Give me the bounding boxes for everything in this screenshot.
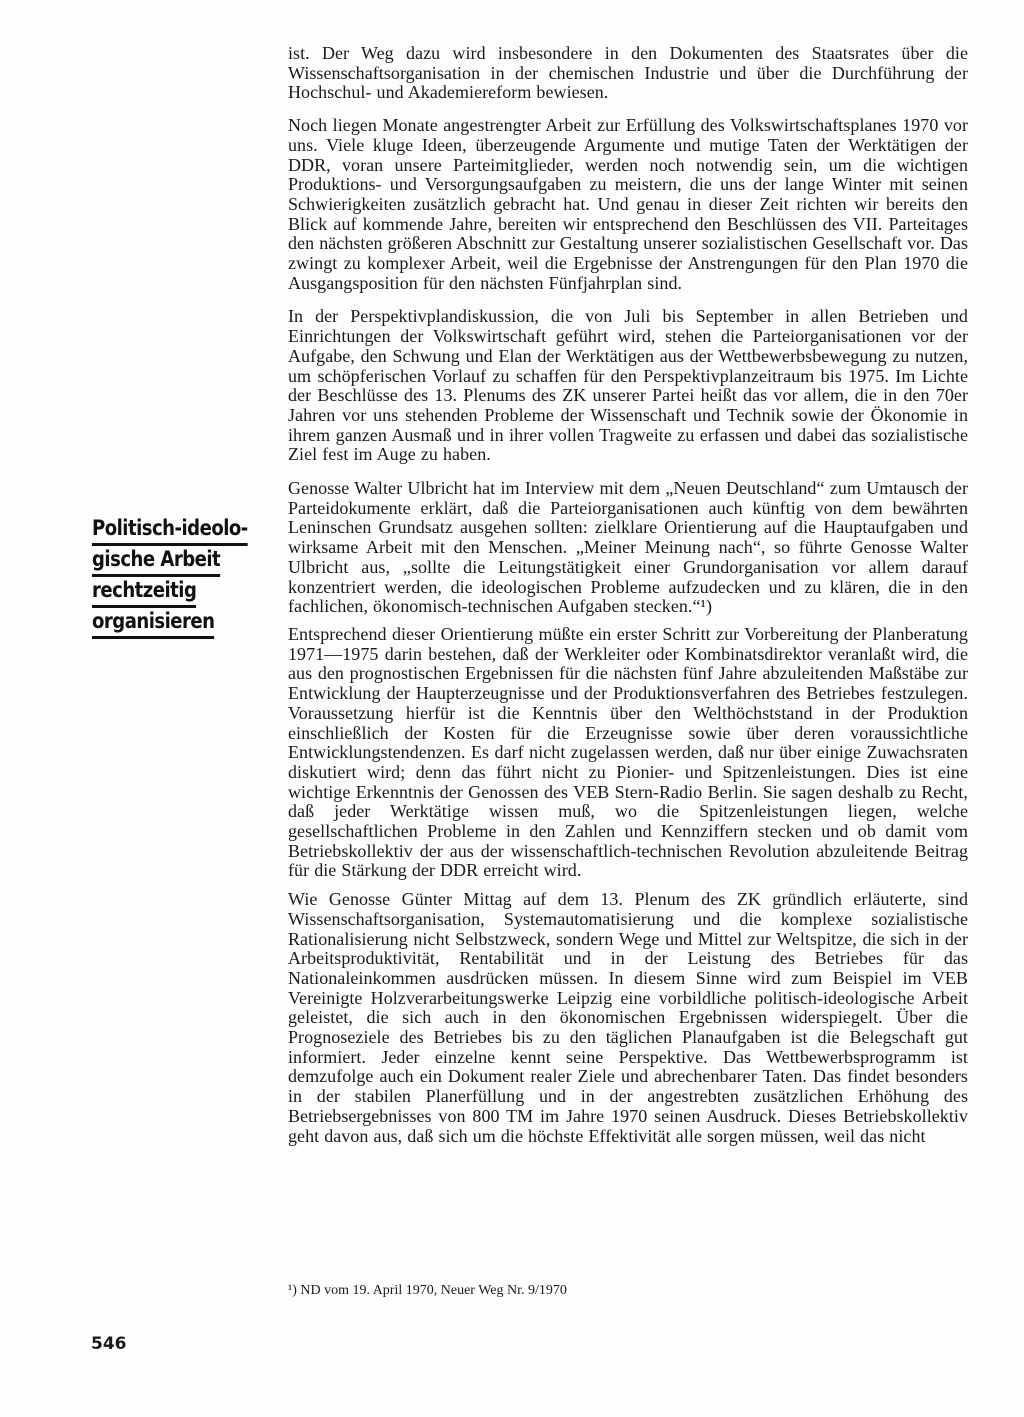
margin-heading-line: Politisch-ideolo- <box>92 515 248 546</box>
margin-heading <box>92 515 248 639</box>
paragraph: Genosse Walter Ulbricht hat im Interview mit dem „Neuen Deutschland“ zum Umtausch der Parteidokumente erklärt, daß die Parteiorganisationen auch künftig von dem bewährten Leninschen Grundsatz ausgehen sollten: zielklare Orientierung auf die Hauptaufgaben und wirksame Arbeit mit den Menschen. „Meiner Meinung nach“, so führte Genosse Walter Ulbricht aus, „sollte die Leitungstätigkeit einer Grundorganisation vor allem darauf konzentriert werden, die ideologischen Probleme aufzudecken und zu klären, die in den fachlichen, ökonomisch-technischen Aufgaben stecken.“¹) <box>288 478 968 617</box>
paragraph: Noch liegen Monate angestrengter Arbeit zur Erfüllung des Volkswirtschaftsplanes 1970 vor uns. Viele kluge Ideen, überzeugende Argumente und mutige Taten der Werktätigen der DDR, voran unsere Parteimitglieder, werden noch notwendig sein, um die wichtigen Produktions- und Versorgungsaufgaben zu meistern, die uns der lange Winter mit seinen Schwierigkeiten zusätzlich gebracht hat. Und genau in dieser Zeit richten wir bereits den Blick auf kommende Jahre, bereiten wir entsprechend den Beschlüssen des VII. Parteitages den nächsten größeren Abschnitt zur Gestaltung unserer sozialistischen Gesellschaft vor. Das zwingt zu komplexer Arbeit, weil die Ergebnisse der Anstrengungen für den Plan 1970 die Ausgangsposition für den nächsten Fünfjahrplan sind. <box>288 115 968 293</box>
margin-heading-line: gische Arbeit <box>92 546 220 577</box>
footnote: ¹) ND vom 19. April 1970, Neuer Weg Nr. 9/1970 <box>288 1283 567 1298</box>
paragraph: Wie Genosse Günter Mittag auf dem 13. Plenum des ZK gründlich erläuterte, sind Wissenschaftsorganisation, Systemautomatisierung und die komplexe sozialistische Rationalisierung nicht Selbstzweck, sondern Wege und Mittel zur Weltspitze, die sich in der Arbeitsproduktivität, Rentabilität und in der Leistung des Betriebes für das Nationaleinkommen ausdrücken müssen. In diesem Sinne wird zum Beispiel im VEB Vereinigte Holzverarbeitungswerke Leipzig eine vorbildliche politisch-ideologische Arbeit geleistet, die sich auch in den ökonomischen Ergebnissen widerspiegelt. Über die Prognoseziele des Betriebes bis zu den täglichen Planaufgaben ist die Belegschaft gut informiert. Jeder einzelne kennt seine Perspektive. Das Wettbewerbsprogramm ist demzufolge auch ein Dokument realer Ziele und abrechenbarer Taten. Das findet besonders in der stabilen Planerfüllung und in der angestrebten zusätzlichen Erhöhung des Betriebsergebnisses von 800 TM im Jahre 1970 seinen Ausdruck. Dieses Betriebskollektiv geht davon aus, daß sich um die höchste Effektivität alle sorgen müssen, weil das nicht <box>288 889 968 1146</box>
paragraph: In der Perspektivplandiskussion, die von Juli bis September in allen Betrieben und Einrichtungen der Volkswirtschaft geführt wird, stehen die Parteiorganisationen vor der Aufgabe, den Schwung und Elan der Werktätigen aus der Wettbewerbsbewegung zu nutzen, um schöpferischen Vorlauf zu schaffen für den Perspektivplanzeitraum bis 1975. Im Lichte der Beschlüsse des 13. Plenums des ZK unserer Partei heißt das vor allem, die in den 70er Jahren vor uns stehenden Probleme der Wissenschaft und Technik sowie der Ökonomie in ihrem ganzen Ausmaß und in ihrer vollen Tragweite zu erfassen und dabei das sozialistische Ziel fest im Auge zu haben. <box>288 306 968 465</box>
page-number: 546 <box>91 1334 127 1354</box>
margin-heading-line: organisieren <box>92 608 214 639</box>
margin-heading-line: rechtzeitig <box>92 577 196 608</box>
paragraph: ist. Der Weg dazu wird insbesondere in den Dokumenten des Staatsrates über die Wissenschaftsorganisation in der chemischen Industrie und über die Durchführung der Hochschul- und Akademiereform bewiesen. <box>288 43 968 103</box>
paragraph: Entsprechend dieser Orientierung müßte ein erster Schritt zur Vorbereitung der Planberatung 1971—1975 darin bestehen, daß der Werkleiter oder Kombinatsdirektor veranlaßt wird, die aus den prognostischen Ergebnissen für die nächsten fünf Jahre abzuleitenden Maßstäbe zur Entwicklung der Haupterzeugnisse und der Produktionsverfahren des Betriebes festzulegen. Voraussetzung hierfür ist die Kenntnis über den Welthöchststand in der Produktion einschließlich der Kosten für die Erzeugnisse sowie über deren voraussichtliche Entwicklungstendenzen. Es darf nicht zugelassen werden, daß nur über einige Zuwachsraten diskutiert wird; denn das führt nicht zu Pionier- und Spitzenleistungen. Dies ist eine wichtige Erkenntnis der Genossen des VEB Stern-Radio Berlin. Sie sagen deshalb zu Recht, daß jeder Werktätige wissen muß, wo die Spitzenleistungen liegen, welche gesellschaftlichen Probleme in den Zahlen und Kennziffern stecken und ob damit vom Betriebskollektiv der aus der wissenschaftlich-technischen Revolution abzuleitende Beitrag für die Stärkung der DDR erreicht wird. <box>288 623 968 881</box>
main-text-column <box>288 44 968 1146</box>
